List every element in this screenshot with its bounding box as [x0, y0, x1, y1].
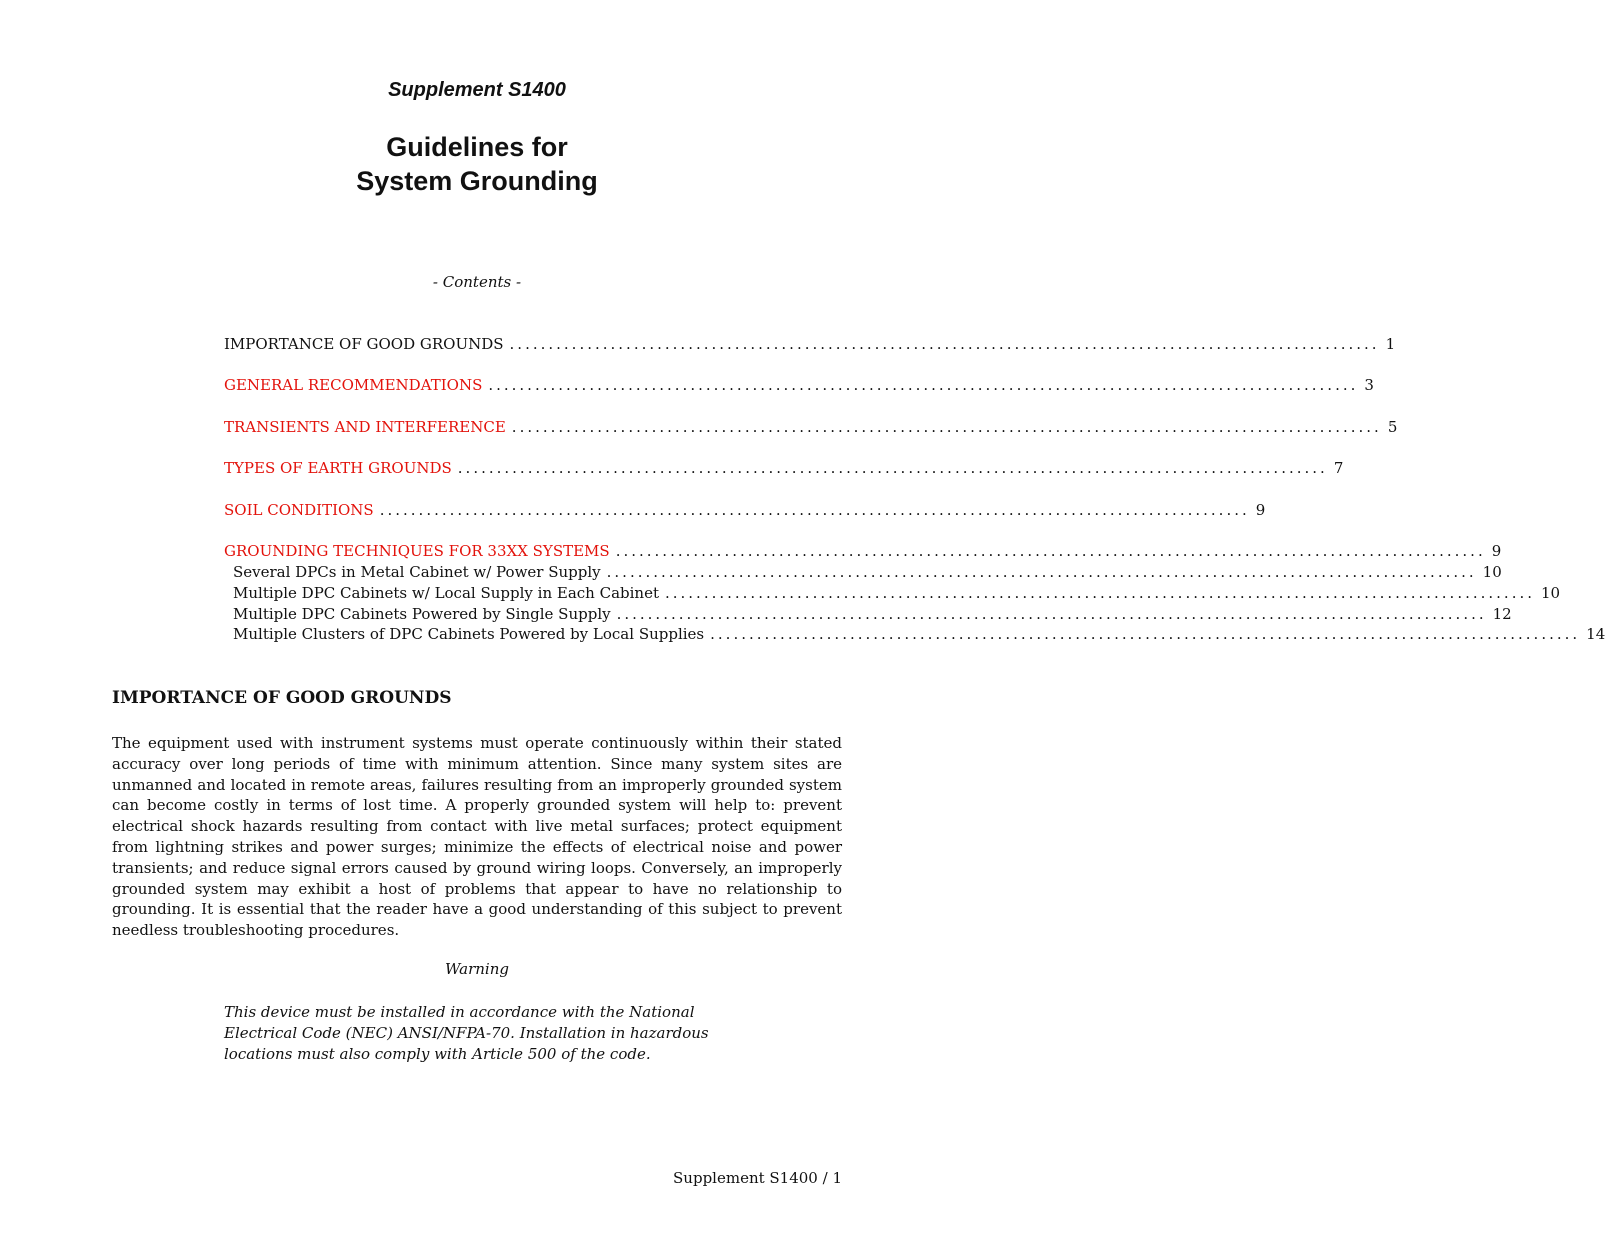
warning-text: This device must be installed in accordance with the National Electrical Code (NEC) ANSI/NFPA-70. Installation in hazardous locations must also comply with Article 500 of the code.: [224, 1003, 709, 1063]
toc-link-soil-conditions[interactable]: [224, 501, 1266, 522]
toc-subitem-clusters: [233, 625, 1605, 646]
toc-link-general-recommendations[interactable]: [224, 376, 1374, 397]
page-title: [0, 130, 954, 198]
toc-leader-dots: ................................................................................................................: [511, 418, 1382, 436]
toc-item-label: Multiple DPC Cabinets w/ Local Supply in Each Cabinet: [233, 584, 659, 602]
toc-leader-dots: ................................................................................................................: [379, 501, 1250, 519]
page-footer: Supplement S1400 / 1: [673, 1169, 842, 1187]
toc-item-label: IMPORTANCE OF GOOD GROUNDS: [224, 335, 504, 353]
supplement-label: Supplement S1400: [388, 79, 566, 101]
toc-item-label[interactable]: GROUNDING TECHNIQUES FOR 33XX SYSTEMS: [224, 542, 610, 560]
toc-page-number: 10: [1541, 584, 1561, 602]
toc-link-grounding-techniques[interactable]: [224, 542, 1502, 563]
toc-leader-dots: ................................................................................................................: [710, 625, 1581, 643]
toc-subitem-single-supply: [233, 605, 1512, 626]
toc-leader-dots: ................................................................................................................: [606, 563, 1477, 581]
toc-item-label[interactable]: GENERAL RECOMMENDATIONS: [224, 376, 483, 394]
toc-leader-dots: ................................................................................................................: [664, 584, 1536, 602]
contents-label: - Contents -: [432, 273, 522, 291]
toc-page-number: 9: [1491, 542, 1502, 560]
toc-page-number: 12: [1492, 605, 1512, 623]
toc-page-number: 5: [1387, 418, 1398, 436]
title-line-2: System Grounding: [356, 166, 598, 196]
toc-item-label[interactable]: TRANSIENTS AND INTERFERENCE: [224, 418, 506, 436]
warning-heading: Warning: [445, 960, 509, 978]
toc-item-label[interactable]: TYPES OF EARTH GROUNDS: [224, 459, 452, 477]
toc-link-earth-grounds[interactable]: [224, 459, 1344, 480]
toc-leader-dots: ................................................................................................................: [457, 459, 1328, 477]
toc-page-number: 14: [1586, 625, 1605, 643]
toc-item-importance: [224, 335, 1396, 356]
toc-page-number: 9: [1255, 501, 1266, 519]
toc-item-label: Multiple Clusters of DPC Cabinets Powered by Local Supplies: [233, 625, 705, 643]
toc-leader-dots: ................................................................................................................: [616, 605, 1487, 623]
toc-leader-dots: ................................................................................................................: [509, 335, 1380, 353]
toc-item-label[interactable]: SOIL CONDITIONS: [224, 501, 374, 519]
toc-leader-dots: ................................................................................................................: [488, 376, 1359, 394]
toc-item-label: Several DPCs in Metal Cabinet w/ Power Supply: [233, 563, 601, 581]
toc-link-transients[interactable]: [224, 418, 1398, 439]
toc-item-label: Multiple DPC Cabinets Powered by Single Supply: [233, 605, 611, 623]
toc-subitem-local-supply: [233, 584, 1561, 605]
section-heading: IMPORTANCE OF GOOD GROUNDS: [112, 688, 452, 708]
title-line-1: Guidelines for: [386, 132, 568, 162]
toc-page-number: 10: [1482, 563, 1502, 581]
toc-page-number: 3: [1364, 376, 1374, 394]
body-paragraph: The equipment used with instrument systems must operate continuously within their stated accuracy over long periods of time with minimum attention. Since many system sites are unmanned and located in remote areas, failures resulting from an improperly grounded system can become costly in terms of lost time. A properly grounded system will help to: prevent electrical shock hazards resulting from contact with live metal surfaces; protect equipment from lightning strikes and power surges; minimize the effects of electrical noise and power transients; and reduce signal errors caused by ground wiring loops. Conversely, an improperly grounded system may exhibit a host of problems that appear to have no relationship to grounding. It is essential that the reader have a good understanding of this subject to prevent needless troubleshooting procedures.: [112, 734, 842, 940]
toc-subitem-several-dpcs: [233, 563, 1502, 584]
toc-page-number: 1: [1385, 335, 1396, 353]
toc-page-number: 7: [1333, 459, 1344, 477]
toc-leader-dots: ................................................................................................................: [615, 542, 1486, 560]
